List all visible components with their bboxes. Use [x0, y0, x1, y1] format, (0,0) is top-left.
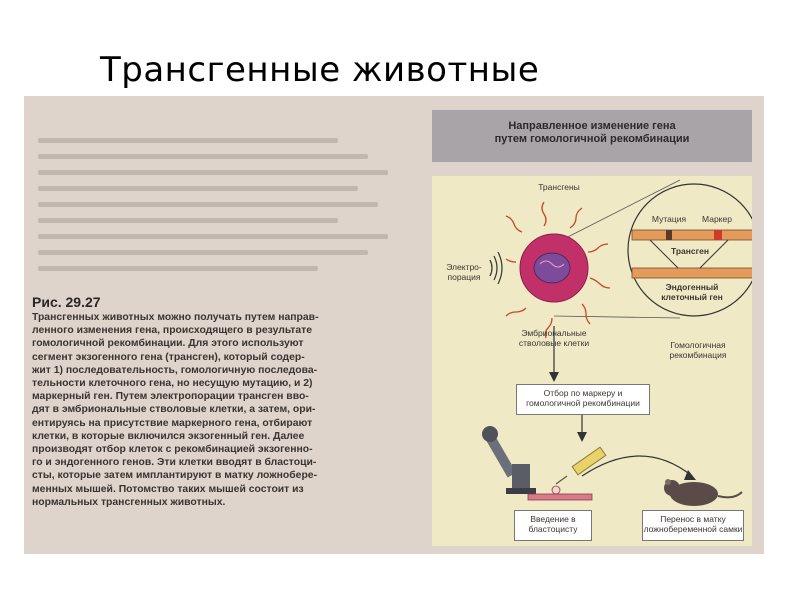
- caption-line: гомологичной рекомбинации. Для этого используют: [32, 338, 304, 350]
- label-mutation: Мутация: [651, 214, 687, 224]
- faded-text-line: [38, 154, 368, 159]
- figure-header-line: путем гомологичной рекомбинации: [494, 133, 690, 145]
- label-electroporation: [440, 262, 488, 282]
- zoom-line: [554, 316, 680, 318]
- flow-arrowhead: [549, 372, 559, 382]
- caption-line: жит 1) последовательность, гомологичную последова-: [32, 364, 318, 376]
- label-line: Эндогенный: [665, 282, 719, 292]
- label-line: Электро-: [446, 262, 482, 272]
- label-line: бластоцисту: [528, 524, 578, 534]
- caption-line: сты, которые затем имплантируют в матку ложнобере-: [32, 470, 318, 482]
- syringe-icon: [556, 447, 606, 484]
- label-line: порация: [447, 272, 481, 282]
- label-line: Отбор по маркеру и: [543, 388, 623, 398]
- flow-arrowhead: [577, 432, 587, 442]
- label-homologous-recombination: [658, 340, 738, 360]
- caption-line: маркерный ген. Путем электропорации трансген вво-: [32, 391, 309, 403]
- mutation-mark: [666, 230, 672, 240]
- caption-line: ентируясь на присутствие маркерного гена, отбирают: [32, 417, 313, 429]
- figure-header-line: Направленное изменение гена: [508, 120, 676, 132]
- label-line: Введение в: [530, 514, 576, 524]
- faded-text-line: [38, 170, 388, 175]
- endogenous-gene-bar: [632, 268, 752, 278]
- figure-label: Рис. 29.27: [32, 294, 101, 310]
- injection-box: [514, 510, 592, 541]
- textbook-scan: [24, 96, 764, 554]
- slide-title: Трансгенные животные: [100, 50, 540, 90]
- figure-header: [432, 110, 752, 162]
- figure-drawing: [432, 176, 752, 546]
- caption-line: нормальных трансгенных животных.: [32, 496, 226, 508]
- faded-text-line: [38, 266, 318, 271]
- caption-line: дят в эмбриональные стволовые клетки, а затем, ори-: [32, 404, 316, 416]
- label-line: Гомологичная: [670, 340, 726, 350]
- transfer-box: [642, 510, 744, 541]
- label-transgenes: Трансгены: [538, 182, 580, 192]
- figure-header-title: [432, 120, 752, 146]
- caption-line: ленного изменения гена, происходящего в результате: [32, 325, 313, 337]
- label-line: ложнобеременной самки: [643, 524, 743, 534]
- caption-line: Трансгенных животных можно получать путем направ-: [32, 312, 319, 323]
- label-line: Перенос в матку: [660, 514, 726, 524]
- label-marker: Маркер: [702, 214, 732, 224]
- label-line: стволовые клетки: [518, 338, 590, 348]
- label-transgene: Трансген: [670, 246, 710, 256]
- transgene-bar: [632, 230, 752, 240]
- dish: [528, 494, 592, 500]
- blastocyst: [552, 486, 560, 494]
- electroporation-waves: [490, 252, 502, 284]
- faded-text-line: [38, 250, 368, 255]
- label-stem-cells: [514, 328, 594, 348]
- label-line: клеточный ген: [661, 292, 723, 302]
- faded-text-line: [38, 186, 358, 191]
- faded-text-line: [38, 138, 338, 143]
- label-line: рекомбинация: [669, 350, 727, 360]
- faded-text-line: [38, 234, 388, 239]
- caption-line: сегмент экзогенного гена (трансген), который содер-: [32, 351, 305, 363]
- cell-nucleus: [534, 253, 570, 283]
- figure-panel: [432, 176, 752, 546]
- label-endogenous-gene: [652, 282, 732, 302]
- marker-mark: [714, 230, 722, 240]
- label-line: Эмбриональные: [521, 328, 587, 338]
- mouse-icon: [664, 479, 742, 506]
- microscope-icon: [482, 426, 536, 494]
- faded-text-line: [38, 218, 338, 223]
- label-line: гомологичной рекомбинации: [526, 398, 640, 408]
- caption-line: менных мышей. Потомство таких мышей состоит из: [32, 483, 304, 495]
- caption-line: тельности клеточного гена, но несущую мутацию, и 2): [32, 378, 313, 390]
- figure-caption: [32, 311, 404, 509]
- caption-line: го и эндогенного генов. Эти клетки вводят в бластоци-: [32, 457, 317, 469]
- caption-line: клетки, в которые включился экзогенный ген. Далее: [32, 430, 305, 442]
- selection-box: [516, 384, 650, 415]
- caption-line: производят отбор клеток с рекомбинацией экзогенно-: [32, 444, 313, 456]
- faded-text-line: [38, 202, 378, 207]
- gene-targeting-figure: [424, 104, 760, 550]
